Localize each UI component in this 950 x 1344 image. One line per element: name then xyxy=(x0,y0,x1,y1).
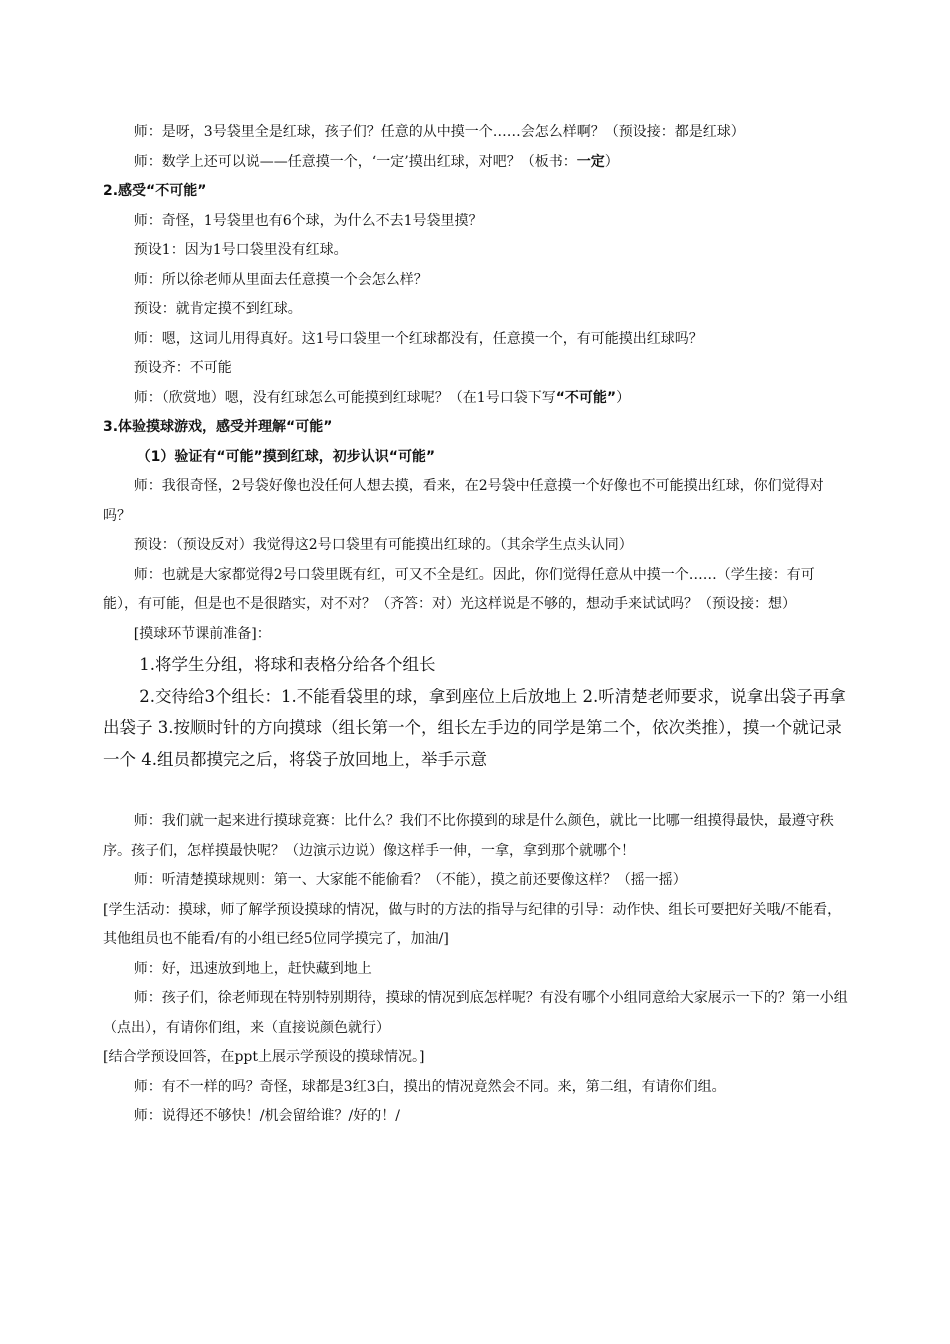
paragraph-3: 师：奇怪，1号袋里也有6个球，为什么不去1号袋里摸？ xyxy=(133,212,483,229)
paragraph-17: 师：听清楚摸球规则：第一、大家能不能偷看？（不能），摸之前还要像这样？（摇一摇） xyxy=(133,872,687,888)
section-heading-3: 3.体验摸球游戏，感受并理解“可能” xyxy=(103,419,333,435)
paragraph-19: 师：好，迅速放到地上，赶快藏到地上 xyxy=(133,960,372,977)
paragraph-1: 师：是呀，3号袋里全是红球，孩子们？任意的从中摸一个……会怎么样啊？（预设接：都是红球） xyxy=(133,124,745,140)
paragraph-9-text: 师：（欣赏地）嗯，没有红球怎么可能摸到红球呢？（在1号口袋下写 xyxy=(133,389,556,406)
board-word-yiding: 一定 xyxy=(576,153,605,170)
paragraph-21: [结合学预设回答，在ppt上展示学预设的摸球情况。] xyxy=(103,1049,425,1065)
paragraph-2 xyxy=(103,148,849,178)
paragraph-11: 预设：（预设反对）我觉得这2号口袋里有可能摸出红球的。（其余学生点头认同） xyxy=(133,537,633,553)
paragraph-22: 师：有不一样的吗？奇怪，球都是3红3白，摸出的情况竟然会不同。来，第二组，有请你们组。 xyxy=(133,1078,726,1095)
paragraph-10: 师：我很奇怪，2号袋好像也没任何人想去摸，看来，在2号袋中任意摸一个好像也不可能摸出红球，你们觉得对吗？ xyxy=(103,478,824,524)
paragraph-8: 预设齐：不可能 xyxy=(133,360,232,376)
paragraph-2-end: ） xyxy=(604,153,619,170)
blank-gap xyxy=(103,775,849,807)
document-page xyxy=(103,118,849,1132)
paragraph-23: 师：说得还不够快！/机会留给谁？/好的！/ xyxy=(133,1108,400,1124)
prep-item-1: 1.将学生分组，将球和表格分给各个组长 xyxy=(139,655,436,674)
paragraph-5: 师：所以徐老师从里面去任意摸一个会怎么样？ xyxy=(133,271,428,288)
subsection-heading-3-1: （1）验证有“可能”摸到红球，初步认识“可能” xyxy=(136,448,436,465)
prep-item-2: 2.交待给3个组长：1.不能看袋里的球，拿到座位上后放地上 2.听清楚老师要求，说拿出袋子再拿出袋子 3.按顺时针的方向摸球（组长第一个，组长左手边的同学是第二个，依次类推），摸一个就记录一个 4.组员都摸完之后，将袋子放回地上，举手示意 xyxy=(103,686,846,769)
paragraph-4: 预设1：因为1号口袋里没有红球。 xyxy=(133,242,348,258)
board-word-bukeneng: “不可能” xyxy=(555,389,617,406)
paragraph-13: [摸球环节课前准备]： xyxy=(133,625,271,642)
paragraph-18: [学生活动：摸球，师了解学预设摸球的情况，做与时的方法的指导与纪律的引导：动作快、组长可要把好关哦/不能看，其他组员也不能看/有的小组已经5位同学摸完了，加油/] xyxy=(103,901,842,947)
paragraph-6: 预设：就肯定摸不到红球。 xyxy=(133,301,302,317)
paragraph-20: 师：孩子们，徐老师现在特别特别期待，摸球的情况到底怎样呢？有没有哪个小组同意给大家展示一下的？第一小组（点出），有请你们组，来（直接说颜色就行） xyxy=(103,990,848,1036)
paragraph-9-end: ） xyxy=(616,389,631,406)
paragraph-7: 师：嗯，这词儿用得真好。这1号口袋里一个红球都没有，任意摸一个，有可能摸出红球吗？ xyxy=(133,330,703,347)
paragraph-2-text: 师：数学上还可以说——任意摸一个，‘一定’摸出红球，对吧？（板书： xyxy=(133,153,577,170)
paragraph-9 xyxy=(103,384,849,414)
section-heading-2: 2.感受“不可能” xyxy=(103,183,207,199)
paragraph-16: 师：我们就一起来进行摸球竞赛：比什么？我们不比你摸到的球是什么颜色，就比一比哪一组摸得最快，最遵守秩序。孩子们，怎样摸最快呢？（边演示边说）像这样手一伸，一拿，拿到那个就哪个！ xyxy=(103,813,834,859)
paragraph-12: 师：也就是大家都觉得2号口袋里既有红，可又不全是红。因此，你们觉得任意从中摸一个……（学生接：有可能），有可能，但是也不是很踏实，对不对？（齐答：对）光这样说是不够的，想动手来试试吗？（预设接：想） xyxy=(103,566,815,612)
